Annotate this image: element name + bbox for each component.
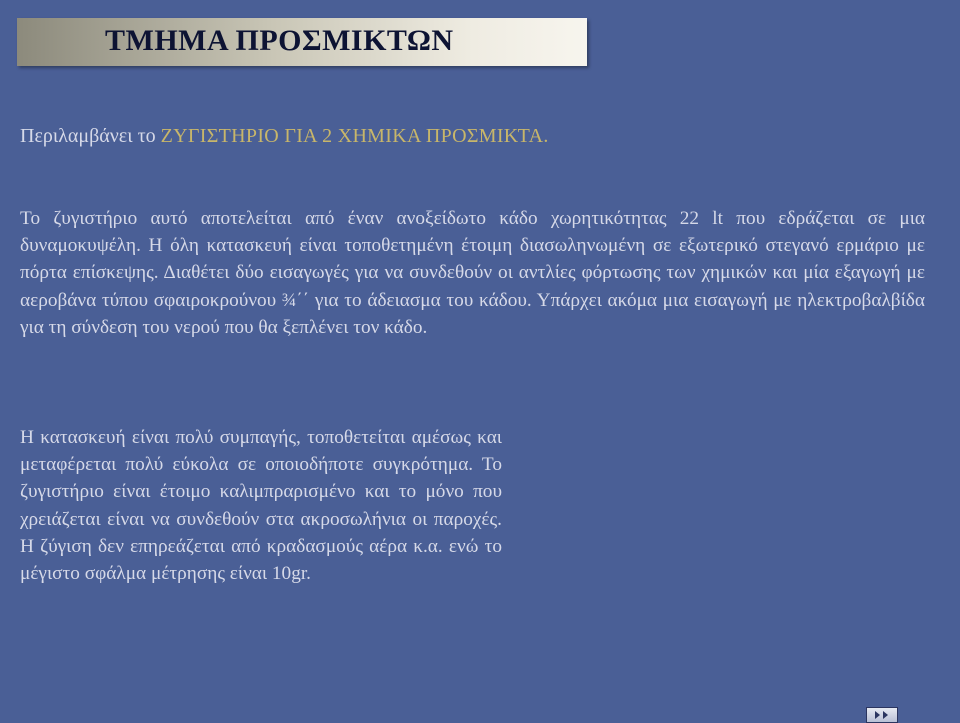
page-title: ΤΜΗΜΑ ΠΡΟΣΜΙΚΤΩΝ	[105, 24, 454, 57]
slide-navigation-icon[interactable]	[866, 707, 898, 723]
navigation-arrows-icon	[867, 708, 897, 722]
intro-line	[20, 125, 549, 148]
title-banner	[17, 18, 587, 66]
description-paragraph-2: Η κατασκευή είναι πολύ συμπαγής, τοποθετείται αμέσως και μεταφέρεται πολύ εύκολα σε οποιοδήποτε συγκρότημα. Το ζυγιστήριο είναι έτοιμο καλιμπραρισμένο και το μόνο που χρειάζεται είναι να συνδεθούν στα ακροσωλήνια οι παροχές. Η ζύγιση δεν επηρεάζεται από κραδασμούς αέρα κ.α. ενώ το μέγιστο σφάλμα μέτρησης είναι 10gr.	[20, 427, 502, 585]
description-paragraph-1: Το ζυγιστήριο αυτό αποτελείται από έναν ανοξείδωτο κάδο χωρητικότητας 22 lt που εδράζεται σε μια δυναμοκυψέλη. Η όλη κατασκευή είναι τοποθετημένη έτοιμη διασωληνωμένη σε εξωτερικό στεγανό ερμάριο με πόρτα επίσκεψης. Διαθέτει δύο εισαγωγές για να συνδεθούν οι αντλίες φόρτωσης των χημικών και μία εξαγωγή με αεροβάνα τύπου σφαιροκρούνου ¾΄΄ για το άδειασμα του κάδου. Υπάρχει ακόμα μια εισαγωγή με ηλεκτροβαλβίδα για τη σύνδεση του νερού που θα ξεπλένει τον κάδο.	[20, 208, 925, 338]
intro-prefix: Περιλαμβάνει το	[20, 125, 161, 147]
intro-highlight: ΖΥΓΙΣΤΗΡΙΟ ΓΙΑ 2 ΧΗΜΙΚΑ ΠΡΟΣΜΙΚΤΑ.	[160, 125, 549, 147]
